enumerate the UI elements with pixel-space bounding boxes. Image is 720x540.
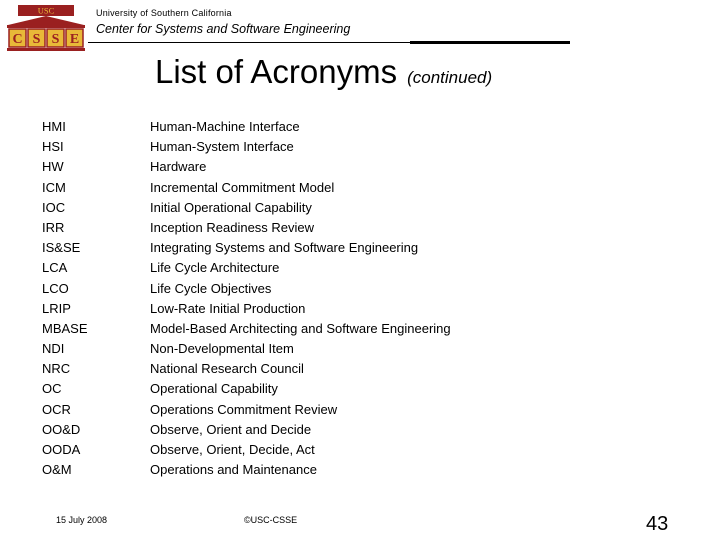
acronym-row: [0, 440, 720, 460]
acronym-row: [0, 339, 720, 359]
acronym: HSI: [42, 139, 64, 155]
footer-date: 15 July 2008: [56, 515, 108, 525]
acronym: HMI: [42, 119, 66, 134]
acronym: O&M: [42, 462, 72, 478]
center-name: Center for Systems and Software Engineering: [96, 22, 351, 36]
acronym-definition: Life Cycle Objectives: [150, 280, 272, 296]
acronym-row: [0, 460, 720, 480]
acronym: HW: [42, 159, 64, 175]
acronym-row: [0, 218, 720, 238]
acronym-definition: Human-System Interface: [150, 139, 294, 155]
acronym-row: [0, 178, 720, 198]
acronym: OCR: [42, 401, 71, 417]
header-rule-accent: [410, 41, 570, 44]
acronym: IRR: [42, 219, 65, 235]
acronym-definition: Observe, Orient, Decide, Act: [150, 442, 315, 457]
university-name: University of Southern California: [96, 8, 232, 18]
acronym-definition: Human-Machine Interface: [150, 119, 300, 134]
acronym-definition: Model-Based Architecting and Software Engineering: [150, 320, 451, 336]
slide-title: [155, 52, 492, 98]
acronym-definition: Life Cycle Architecture: [150, 260, 280, 276]
logo-letter: E: [69, 32, 80, 47]
acronym: IS&SE: [42, 240, 81, 256]
acronym-list: [0, 117, 720, 480]
acronym-row: [0, 137, 720, 157]
acronym: NRC: [42, 361, 71, 377]
acronym-definition: Integrating Systems and Software Engineering: [150, 240, 419, 256]
acronym-definition: Low-Rate Initial Production: [150, 300, 306, 316]
acronym: ICM: [42, 179, 66, 195]
acronym: OODA: [42, 442, 81, 457]
acronym-row: [0, 198, 720, 218]
acronym-definition: National Research Council: [150, 361, 304, 377]
acronym-definition: Operational Capability: [150, 381, 278, 397]
acronym-definition: Incremental Commitment Model: [150, 179, 335, 195]
logo-letter: C: [12, 32, 23, 47]
logo-letter-boxes: [9, 29, 83, 47]
logo-letter: S: [32, 32, 41, 47]
acronym: MBASE: [42, 320, 88, 336]
acronym-row: [0, 359, 720, 379]
acronym-definition: Inception Readiness Review: [150, 219, 315, 235]
acronym: OO&D: [42, 421, 81, 437]
acronym-row: [0, 279, 720, 299]
acronym-definition: Hardware: [150, 159, 207, 175]
acronym-row: [0, 379, 720, 399]
acronym-row: [0, 299, 720, 319]
footer-copyright: ©USC-CSSE: [244, 515, 298, 525]
title-main: List of Acronyms: [155, 53, 398, 90]
acronym-definition: Non-Developmental Item: [150, 341, 294, 357]
acronym-definition: Operations and Maintenance: [150, 462, 317, 478]
acronym-row: [0, 117, 720, 137]
acronym-row: [0, 319, 720, 339]
acronym-row: [0, 420, 720, 440]
logo-letter: S: [51, 32, 60, 47]
page-number: 43: [646, 513, 669, 535]
acronym-definition: Observe, Orient and Decide: [150, 421, 312, 437]
acronym-row: [0, 258, 720, 278]
logo-usc-text: USC: [37, 5, 55, 16]
title-sub: (continued): [407, 68, 493, 87]
acronym-definition: Initial Operational Capability: [150, 199, 312, 215]
usc-csse-logo: [6, 5, 86, 51]
acronym: LCA: [42, 260, 68, 276]
acronym: LRIP: [42, 300, 71, 316]
acronym-row: [0, 157, 720, 177]
acronym-row: [0, 400, 720, 420]
acronym: NDI: [42, 341, 65, 357]
acronym-definition: Operations Commitment Review: [150, 401, 338, 417]
acronym: OC: [42, 381, 62, 397]
acronym: IOC: [42, 199, 66, 215]
acronym: LCO: [42, 280, 69, 296]
acronym-row: [0, 238, 720, 258]
